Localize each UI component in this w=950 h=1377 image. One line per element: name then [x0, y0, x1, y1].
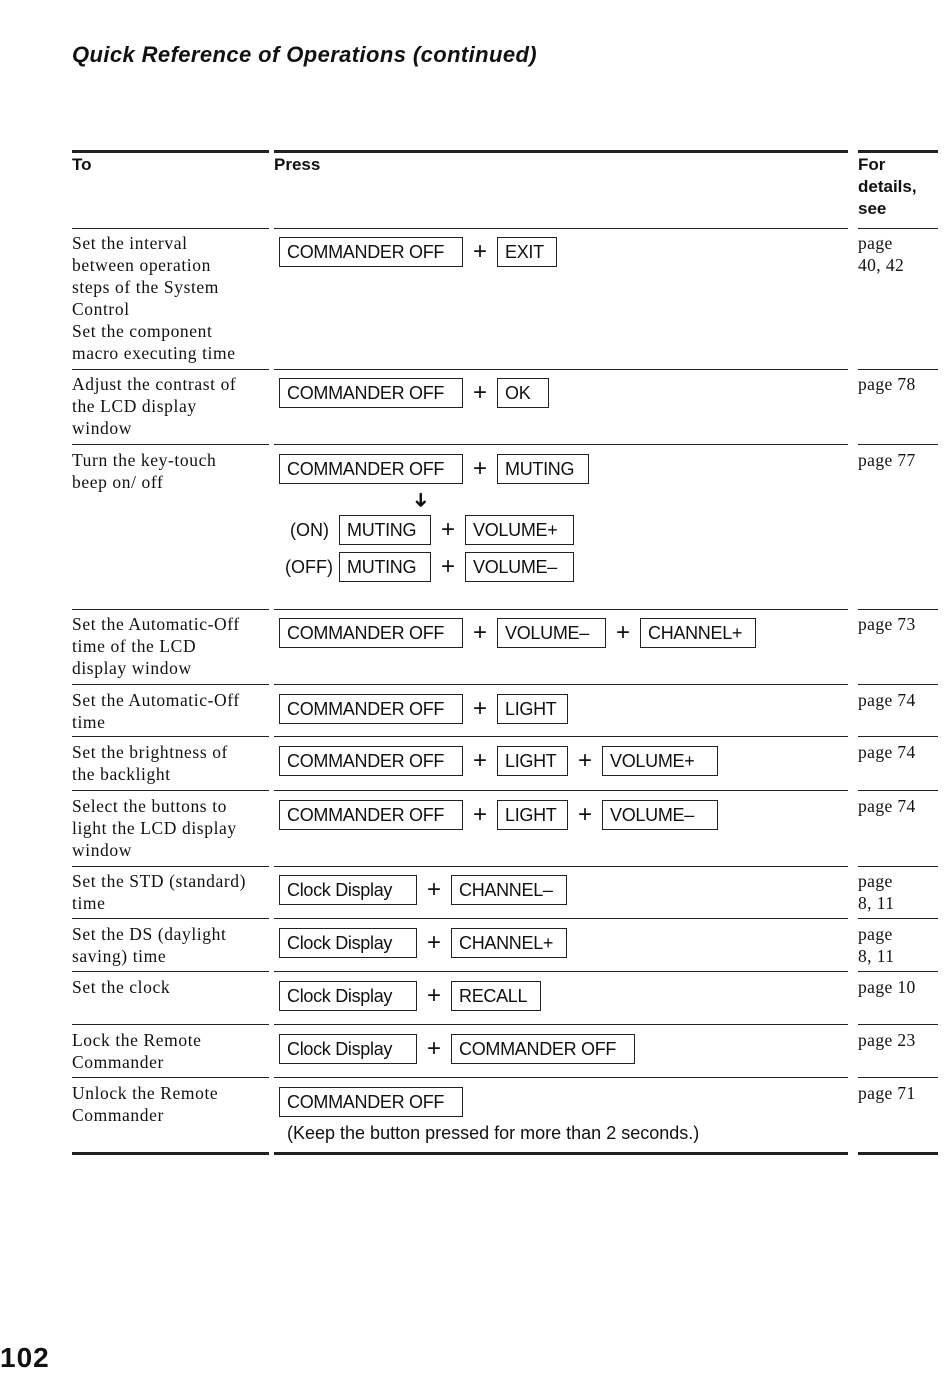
header-see-line: see: [858, 199, 887, 218]
row-divider: [72, 736, 269, 737]
operation-description: [72, 741, 268, 785]
operation-description: [72, 373, 268, 439]
row-divider: [858, 866, 938, 867]
page-reference: [858, 689, 940, 711]
plus-sign: +: [472, 619, 487, 646]
page-reference: [858, 741, 940, 763]
table-bottom-rule: [72, 1152, 269, 1155]
description-line: the backlight: [72, 764, 171, 784]
reference-line: page 77: [858, 450, 916, 470]
key-commander-off: COMMANDER OFF: [279, 746, 463, 776]
key-volume: VOLUME–: [602, 800, 718, 830]
description-line: Set the component: [72, 321, 213, 341]
description-line: Set the DS (daylight: [72, 924, 227, 944]
row-divider: [274, 228, 848, 229]
key-commander-off: COMMANDER OFF: [279, 237, 463, 267]
on-label: (ON): [290, 520, 329, 540]
description-line: Commander: [72, 1105, 164, 1125]
row-divider: [858, 228, 938, 229]
key-commander-off: COMMANDER OFF: [279, 378, 463, 408]
page-reference: [858, 1082, 940, 1104]
row-divider: [72, 369, 269, 370]
row-divider: [274, 866, 848, 867]
row-divider: [858, 609, 938, 610]
row-divider: [858, 971, 938, 972]
description-line: Set the STD (standard): [72, 871, 247, 891]
description-line: the LCD display: [72, 396, 197, 416]
key-channel: CHANNEL+: [451, 928, 567, 958]
header-to: To: [72, 155, 92, 174]
row-divider: [72, 228, 269, 229]
plus-sign: +: [440, 516, 455, 543]
reference-line: page 74: [858, 742, 916, 762]
key-light: LIGHT: [497, 694, 568, 724]
key-muting: MUTING: [339, 515, 431, 545]
key-volume: VOLUME+: [465, 515, 574, 545]
header-rule-to: [72, 150, 269, 153]
operation-description: [72, 795, 268, 861]
description-line: saving) time: [72, 946, 167, 966]
header-rule-press: [274, 150, 848, 153]
plus-sign: +: [472, 801, 487, 828]
page-reference: [858, 870, 940, 914]
key-clock-display: Clock Display: [279, 1034, 417, 1064]
row-divider: [72, 918, 269, 919]
description-line: steps of the System: [72, 277, 220, 297]
reference-line: page: [858, 871, 893, 891]
reference-line: page 71: [858, 1083, 916, 1103]
header-rule-see: [858, 150, 938, 153]
reference-line: page 73: [858, 614, 916, 634]
description-line: window: [72, 418, 132, 438]
row-divider: [274, 444, 848, 445]
plus-sign: +: [577, 801, 592, 828]
key-channel: CHANNEL–: [451, 875, 567, 905]
row-divider: [72, 790, 269, 791]
key-volume: VOLUME–: [465, 552, 574, 582]
description-line: Set the brightness of: [72, 742, 228, 762]
plus-sign: +: [472, 379, 487, 406]
description-line: time: [72, 893, 106, 913]
operation-description: [72, 1029, 268, 1073]
row-divider: [858, 1077, 938, 1078]
header-see: [858, 154, 917, 220]
row-divider: [858, 444, 938, 445]
plus-sign: +: [472, 455, 487, 482]
description-line: Unlock the Remote: [72, 1083, 219, 1103]
row-divider: [274, 369, 848, 370]
description-line: Turn the key-touch: [72, 450, 217, 470]
plus-sign: +: [426, 1035, 441, 1062]
page-reference: [858, 795, 940, 817]
description-line: time: [72, 712, 106, 732]
plus-sign: +: [426, 876, 441, 903]
header-see-line: details,: [858, 177, 917, 196]
plus-sign: +: [440, 553, 455, 580]
reference-line: page 10: [858, 977, 916, 997]
reference-line: page 74: [858, 690, 916, 710]
row-divider: [858, 369, 938, 370]
row-divider: [72, 684, 269, 685]
description-line: Lock the Remote: [72, 1030, 202, 1050]
key-commander-off: COMMANDER OFF: [451, 1034, 635, 1064]
page-reference: [858, 449, 940, 471]
description-line: Adjust the contrast of: [72, 374, 237, 394]
reference-line: page: [858, 233, 893, 253]
key-commander-off: COMMANDER OFF: [279, 454, 463, 484]
down-arrow-icon: ➜: [409, 491, 434, 509]
key-muting: MUTING: [339, 552, 431, 582]
plus-sign: +: [472, 238, 487, 265]
description-line: Select the buttons to: [72, 796, 228, 816]
plus-sign: +: [426, 929, 441, 956]
page-title: Quick Reference of Operations (continued): [72, 42, 538, 67]
row-divider: [274, 1077, 848, 1078]
description-line: Set the Automatic-Off: [72, 690, 240, 710]
row-divider: [274, 609, 848, 610]
row-divider: [72, 1024, 269, 1025]
operation-description: [72, 232, 268, 364]
row-divider: [274, 790, 848, 791]
key-exit: EXIT: [497, 237, 557, 267]
description-line: Set the interval: [72, 233, 188, 253]
key-light: LIGHT: [497, 746, 568, 776]
key-light: LIGHT: [497, 800, 568, 830]
key-clock-display: Clock Display: [279, 981, 417, 1011]
description-line: time of the LCD: [72, 636, 197, 656]
key-clock-display: Clock Display: [279, 875, 417, 905]
key-volume: VOLUME+: [602, 746, 718, 776]
row-divider: [72, 609, 269, 610]
row-divider: [72, 1077, 269, 1078]
reference-line: page: [858, 924, 893, 944]
operation-description: [72, 613, 268, 679]
page-reference: [858, 976, 940, 998]
row-divider: [72, 866, 269, 867]
row-divider: [858, 918, 938, 919]
reference-line: page 74: [858, 796, 916, 816]
key-clock-display: Clock Display: [279, 928, 417, 958]
row-divider: [274, 918, 848, 919]
table-bottom-rule: [858, 1152, 938, 1155]
off-label: (OFF): [285, 557, 333, 577]
row-divider: [72, 444, 269, 445]
description-line: display window: [72, 658, 192, 678]
plus-sign: +: [577, 747, 592, 774]
row-divider: [858, 684, 938, 685]
operation-description: [72, 976, 268, 998]
reference-line: 40, 42: [858, 255, 905, 275]
description-line: Set the Automatic-Off: [72, 614, 240, 634]
operation-description: [72, 923, 268, 967]
instruction-note: (Keep the button pressed for more than 2 seconds.): [287, 1123, 700, 1143]
key-commander-off: COMMANDER OFF: [279, 618, 463, 648]
row-divider: [858, 790, 938, 791]
page-reference: [858, 373, 940, 395]
header-press: Press: [274, 155, 321, 174]
plus-sign: +: [615, 619, 630, 646]
page-reference: [858, 923, 940, 967]
page-reference: [858, 1029, 940, 1051]
description-line: Set the clock: [72, 977, 171, 997]
key-muting: MUTING: [497, 454, 589, 484]
key-commander-off: COMMANDER OFF: [279, 800, 463, 830]
reference-line: 8, 11: [858, 946, 895, 966]
description-line: macro executing time: [72, 343, 236, 363]
description-line: between operation: [72, 255, 211, 275]
reference-line: page 78: [858, 374, 916, 394]
plus-sign: +: [426, 982, 441, 1009]
description-line: window: [72, 840, 132, 860]
header-see-line: For: [858, 155, 886, 174]
row-divider: [274, 736, 848, 737]
page-reference: [858, 232, 940, 276]
row-divider: [274, 1024, 848, 1025]
operation-description: [72, 1082, 268, 1126]
reference-line: page 23: [858, 1030, 916, 1050]
key-volume: VOLUME–: [497, 618, 606, 648]
page-number: 102: [0, 1342, 50, 1373]
operation-description: [72, 689, 268, 733]
key-commander-off: COMMANDER OFF: [279, 1087, 463, 1117]
operation-description: [72, 870, 268, 914]
description-line: beep on/ off: [72, 472, 164, 492]
description-line: light the LCD display: [72, 818, 237, 838]
plus-sign: +: [472, 747, 487, 774]
reference-line: 8, 11: [858, 893, 895, 913]
operation-description: [72, 449, 268, 493]
key-commander-off: COMMANDER OFF: [279, 694, 463, 724]
row-divider: [858, 1024, 938, 1025]
row-divider: [274, 684, 848, 685]
key-recall: RECALL: [451, 981, 541, 1011]
description-line: Control: [72, 299, 130, 319]
plus-sign: +: [472, 695, 487, 722]
row-divider: [274, 971, 848, 972]
key-ok: OK: [497, 378, 549, 408]
table-bottom-rule: [274, 1152, 848, 1155]
row-divider: [858, 736, 938, 737]
description-line: Commander: [72, 1052, 164, 1072]
key-channel: CHANNEL+: [640, 618, 756, 648]
page-reference: [858, 613, 940, 635]
row-divider: [72, 971, 269, 972]
